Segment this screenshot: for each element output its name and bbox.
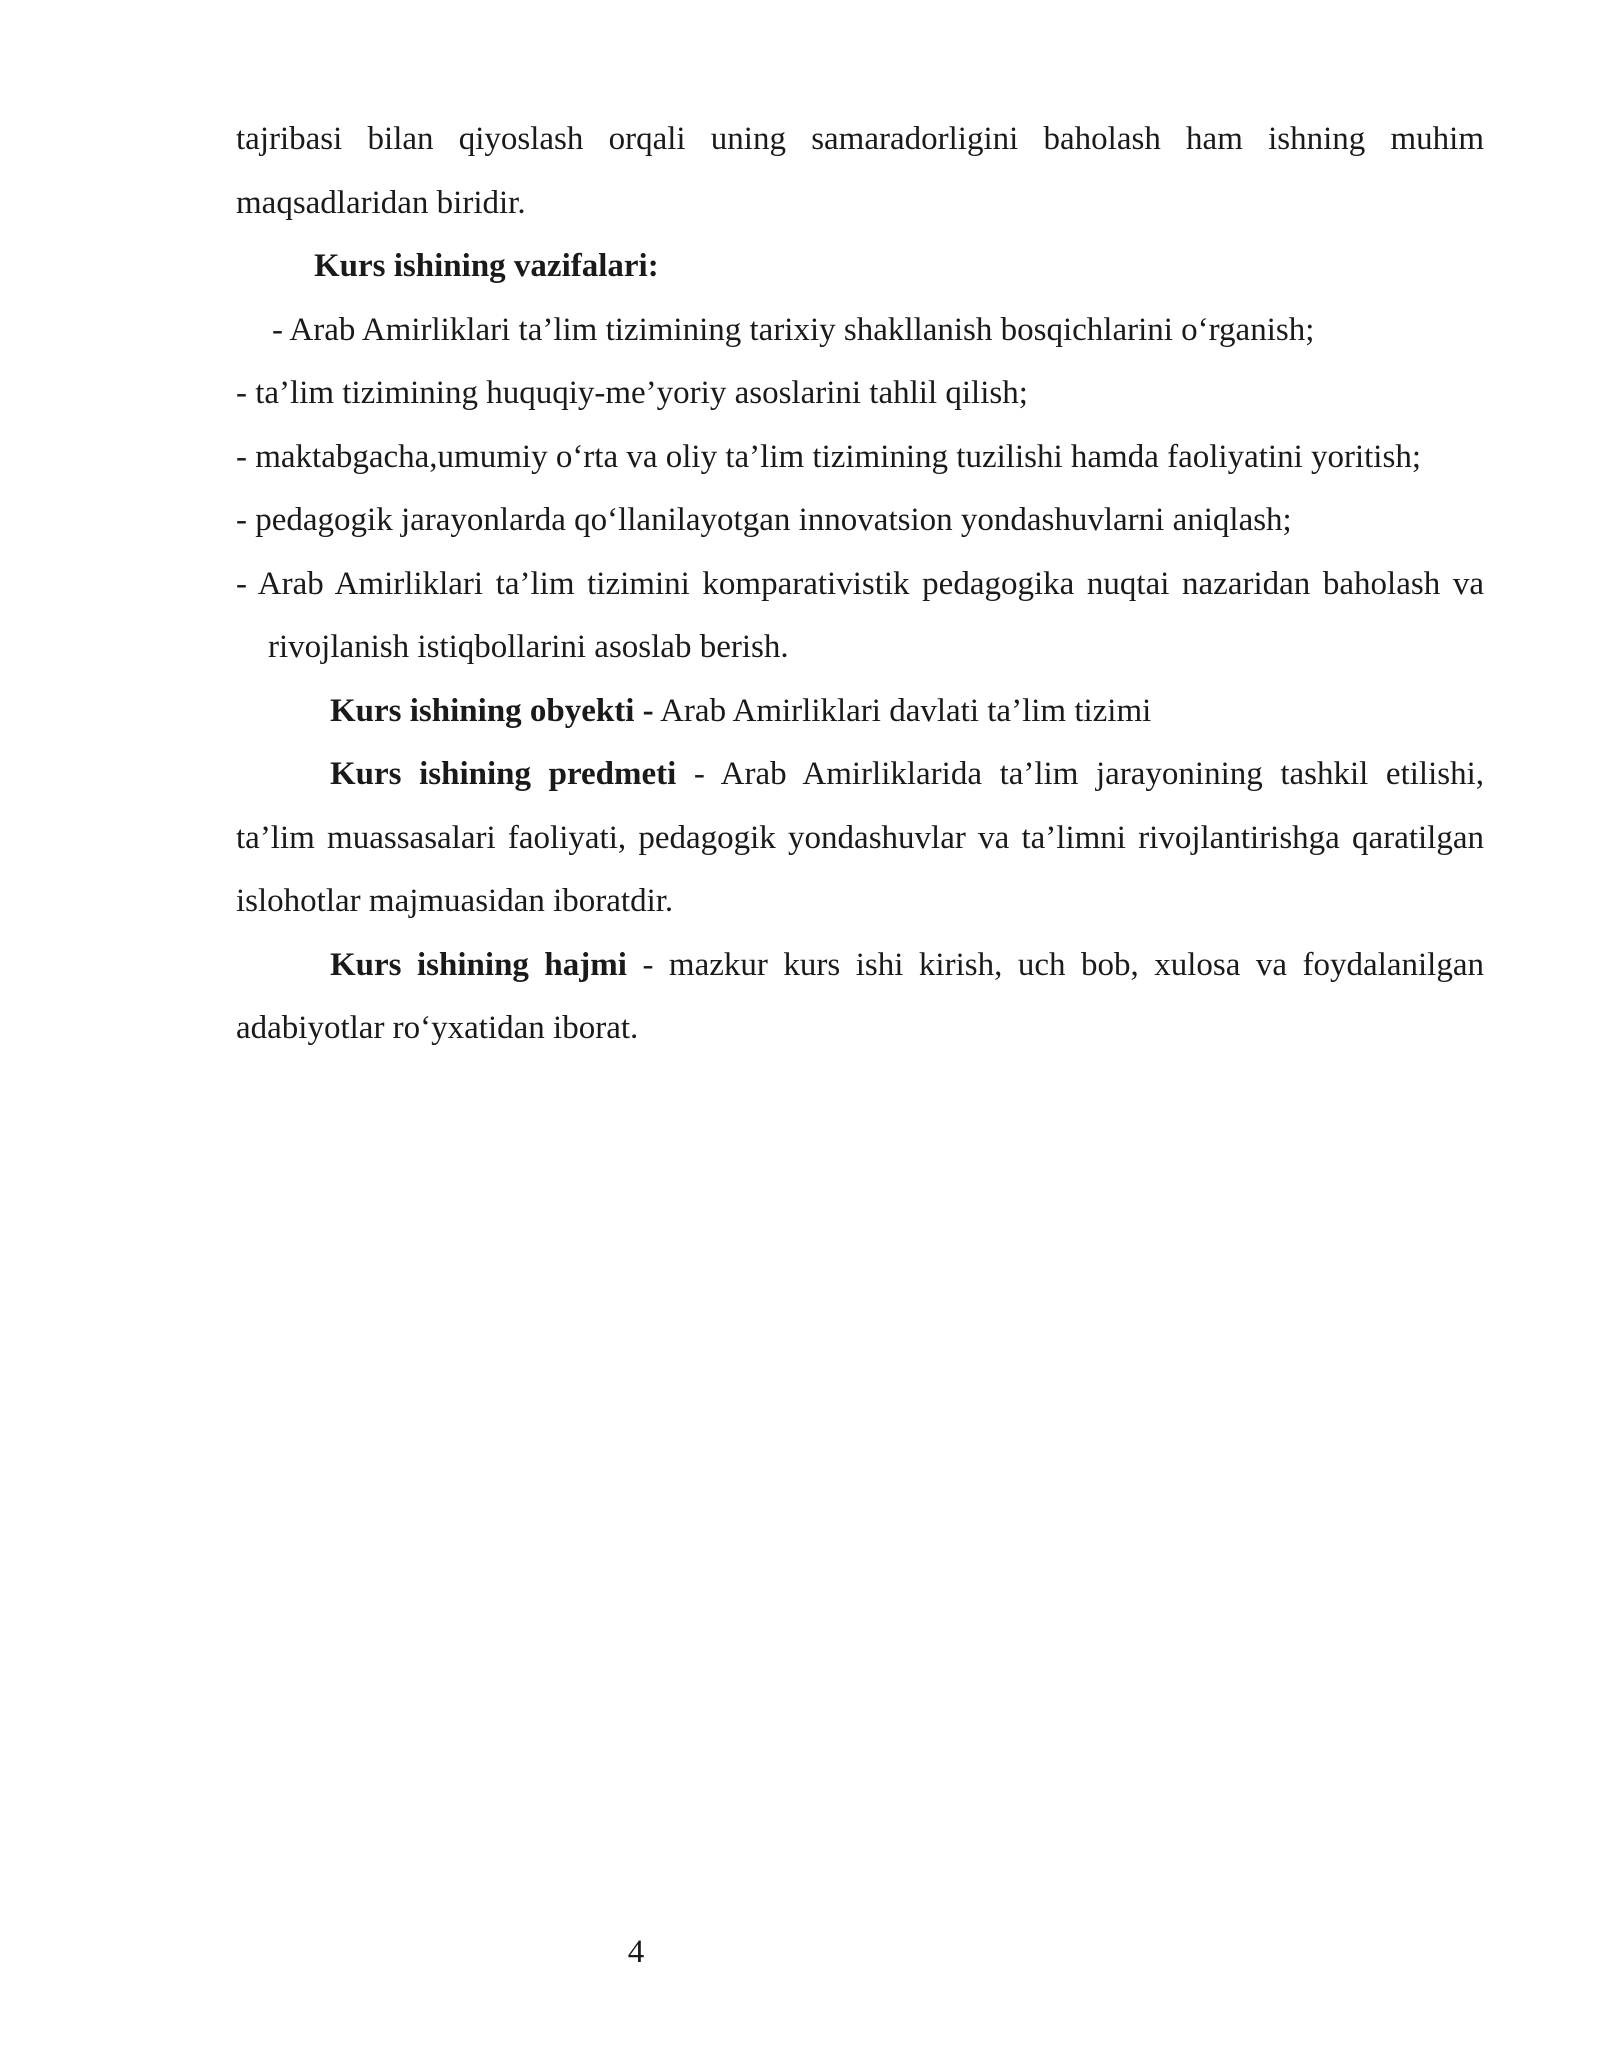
- subject-paragraph: [236, 743, 1484, 934]
- object-paragraph: [236, 680, 1484, 744]
- intro-continuation-paragraph: tajribasi bilan qiyoslash orqali uning samaradorligini baholash ham ishning muhim maqsadlaridan biridir.: [236, 121, 1484, 221]
- volume-paragraph: [236, 934, 1484, 1061]
- task-item-1: - Arab Amirliklari ta’lim tizimining tarixiy shakllanish bosqichlarini o‘rganish;: [272, 311, 1315, 348]
- subject-label: Kurs ishining predmeti: [330, 756, 677, 792]
- object-text: Arab Amirliklari davlati ta’lim tizimi: [653, 692, 1152, 729]
- task-item-2: - ta’lim tizimining huquqiy-me’yoriy asoslarini tahlil qilish;: [236, 375, 1028, 411]
- tasks-heading: Kurs ishining vazifalari:: [314, 248, 659, 284]
- volume-label: Kurs ishining hajmi: [330, 946, 627, 983]
- object-label: Kurs ishining obyekti -: [330, 692, 654, 729]
- task-item-4: - pedagogik jarayonlarda qo‘llanilayotgan innovatsion yondashuvlarni aniqlash;: [236, 502, 1292, 538]
- subject-text: - Arab Amirliklarida ta’lim jarayonining tashkil etilishi, ta’lim muassasalari faoliyati, pedagogik yondashuvlar va ta’limni rivojlantirishga qaratilgan islohotlar majmuasidan iboratdir.: [236, 756, 1484, 919]
- page-number: 4: [627, 1934, 645, 1970]
- document-body: [236, 108, 1484, 1061]
- task-item-3: - maktabgacha,umumiy o‘rta va oliy ta’lim tizimining tuzilishi hamda faoliyatini yoritish;: [236, 438, 1421, 475]
- volume-text: - mazkur kurs ishi kirish, uch bob, xulosa va foydalanilgan adabiyotlar ro‘yxatidan iborat.: [236, 946, 1484, 1046]
- task-item-5: - Arab Amirliklari ta’lim tizimini komparativistik pedagogika nuqtai nazaridan baholash va rivojlanish istiqbollarini asoslab berish.: [236, 565, 1484, 665]
